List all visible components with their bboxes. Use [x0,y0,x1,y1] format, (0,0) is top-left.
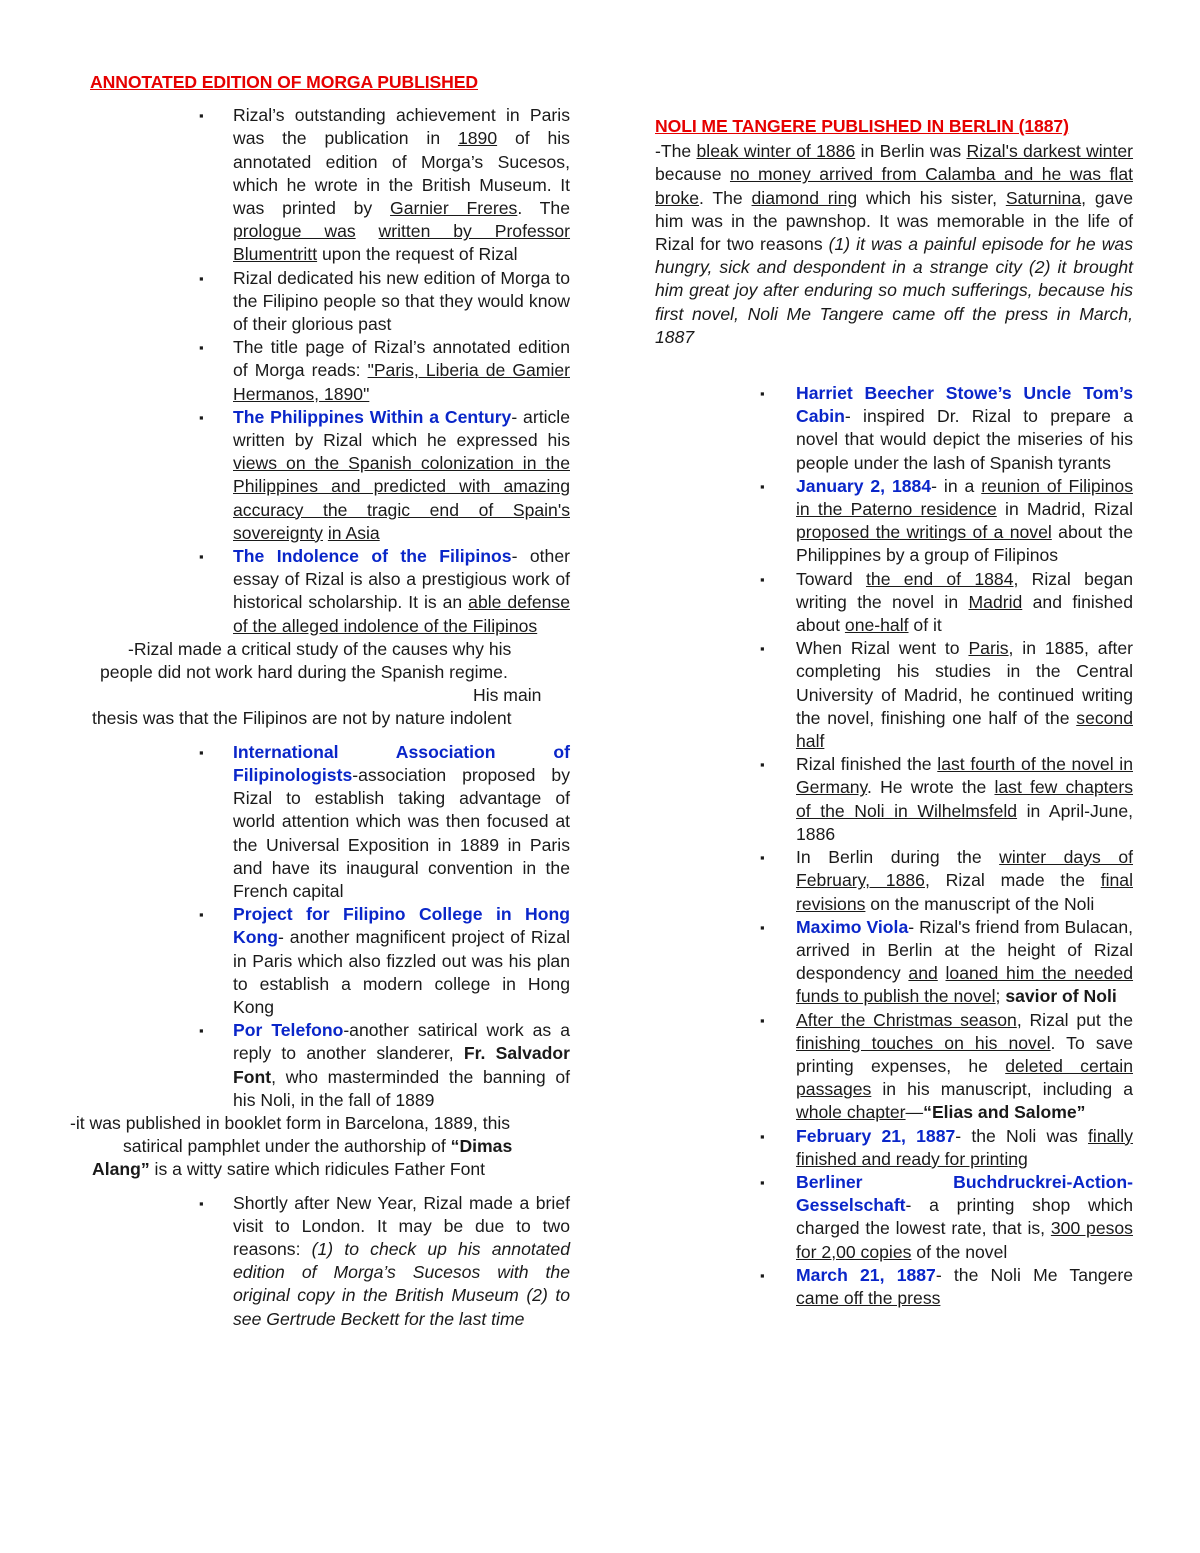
intro-paragraph: -The bleak winter of 1886 in Berlin was Rizal's darkest winter because no money arrived from Calamba and he was flat broke. The diamond ring which his sister, Saturnina, gave him was in the pawnshop. It was memorable in the life of Rizal for two reasons (1) it was a painful episode for he was hungry, sick and despondent in a strange city (2) it brought him great joy after enduring so much sufferings, because his first novel, Noli Me Tangere came off the press in March, 1887 [655,141,1134,347]
bullet-icon: ▪ [199,1195,204,1211]
bullet-icon: ▪ [199,549,204,565]
bullet-icon: ▪ [760,1267,765,1283]
paragraph: -Rizal made a critical study of the causes why his [128,638,512,659]
section-heading-morga: ANNOTATED EDITION OF MORGA PUBLISHED [90,72,479,92]
list-item: ▪ Maximo Viola- Rizal's friend from Bulacan, arrived in Berlin at the height of Rizal despondency and loaned him the needed funds to publish the novel; savior of Noli [760,916,1134,1007]
right-column [655,115,1133,1310]
bullet-list-noli [655,382,1133,1310]
paragraph: His main [473,685,542,706]
list-item: ▪ Rizal dedicated his new edition of Morga to the Filipino people so that they would know of their glorious past [199,267,570,335]
list-item: ▪ Rizal finished the last fourth of the novel in Germany. He wrote the last few chapters of the Noli in Wilhelmsfeld in April-June, 1886 [760,754,1134,844]
list-item: ▪ Shortly after New Year, Rizal made a brief visit to London. It may be due to two reasons: (1) to check up his annotated edition of Morga’s Sucesos with the original copy in the British Museum (2) to see Gertrude Beckett for the last time [199,1192,570,1329]
bullet-icon: ▪ [760,1174,765,1190]
bullet-icon: ▪ [760,478,765,494]
list-item: ▪ Por Telefono-another satirical work as a reply to another slanderer, Fr. Salvador Font, who masterminded the banning of his Noli, in the fall of 1889 [199,1020,571,1110]
bullet-icon: ▪ [760,919,765,935]
section-heading-noli: NOLI ME TANGERE PUBLISHED IN BERLIN (1887) [655,116,1069,136]
list-item: ▪ Project for Filipino College in Hong Kong- another magnificent project of Rizal in Paris which also fizzled out was his plan to establish a modern college in Hong Kong [199,904,570,1017]
paragraph: people did not work hard during the Spanish regime. [100,662,508,683]
bullet-icon: ▪ [199,108,204,124]
list-item: ▪ The title page of Rizal’s annotated edition of Morga reads: "Paris, Liberia de Gamier Hermanos, 1890" [199,337,570,404]
list-item: ▪ The Philippines Within a Century- article written by Rizal which he expressed his views on the Spanish colonization in the Philippines and predicted with amazing accuracy the tragic end of Spain's sovereignty in Asia [199,406,570,543]
bullet-icon: ▪ [199,409,204,425]
bullet-icon: ▪ [760,757,765,773]
bullet-icon: ▪ [760,386,765,402]
bullet-icon: ▪ [199,340,204,356]
left-column [70,71,571,1331]
list-item: ▪ February 21, 1887- the Noli was finally finished and ready for printing [760,1125,1133,1169]
bullet-icon: ▪ [760,1012,765,1028]
bullet-icon: ▪ [199,270,204,286]
bullet-icon: ▪ [199,744,204,760]
bullet-icon: ▪ [760,641,765,657]
paragraph: thesis was that the Filipinos are not by nature indolent [92,708,512,729]
bullet-icon: ▪ [760,850,765,866]
paragraph: -it was published in booklet form in Barcelona, 1889, this [70,1112,511,1133]
bullet-list-projects [90,741,570,1112]
list-item: ▪ March 21, 1887- the Noli Me Tangere came off the press [760,1264,1133,1308]
list-item: ▪ After the Christmas season, Rizal put the finishing touches on his novel. To save printing expenses, he deleted certain passages in his manuscript, including a whole chapter—“Elias and Salome” [760,1009,1133,1123]
list-item: ▪ When Rizal went to Paris, in 1885, after completing his studies in the Central University of Madrid, he continued writing the novel, finishing one half of the second half [760,638,1133,752]
paragraph: satirical pamphlet under the authorship of “Dimas [123,1136,513,1157]
list-item: ▪ Berliner Buchdruckrei-Action-Gesselschaft- a printing shop which charged the lowest rate, that is, 300 pesos for 2,00 copies of the novel [760,1171,1133,1262]
list-item: ▪ Rizal’s outstanding achievement in Paris was the publication in 1890 of his annotated edition of Morga’s Sucesos, which he wrote in the British Museum. It was printed by Garnier Freres. The prologue was written by Professor Blumentritt upon the request of Rizal [199,105,571,265]
bullet-list-morga [90,104,570,638]
bullet-icon: ▪ [760,571,765,587]
list-item: ▪ January 2, 1884- in a reunion of Filipinos in the Paterno residence in Madrid, Rizal proposed the writings of a novel about the Philippines by a group of Filipinos [760,475,1134,566]
bullet-icon: ▪ [199,1023,204,1039]
list-item: ▪ The Indolence of the Filipinos- other essay of Rizal is also a prestigious work of historical scholarship. It is an able defense of the alleged indolence of the Filipinos [199,546,571,636]
list-item: ▪ Harriet Beecher Stowe’s Uncle Tom’s Cabin- inspired Dr. Rizal to prepare a novel that would depict the miseries of his people under the lash of Spanish tyrants [760,383,1133,473]
list-item: ▪ International Association of Filipinologists-association proposed by Rizal to establish taking advantage of world attention which was then focused at the Universal Exposition in 1889 in Paris and have its inaugural convention in the French capital [199,741,570,901]
list-item: ▪ In Berlin during the winter days of February, 1886, Rizal made the final revisions on the manuscript of the Noli [760,847,1133,914]
paragraph: Alang” is a witty satire which ridicules Father Font [92,1159,486,1180]
bullet-list-london [90,1192,570,1331]
bullet-icon: ▪ [760,1128,765,1144]
bullet-icon: ▪ [199,907,204,923]
list-item: ▪ Toward the end of 1884, Rizal began writing the novel in Madrid and finished about one-half of it [760,568,1133,636]
